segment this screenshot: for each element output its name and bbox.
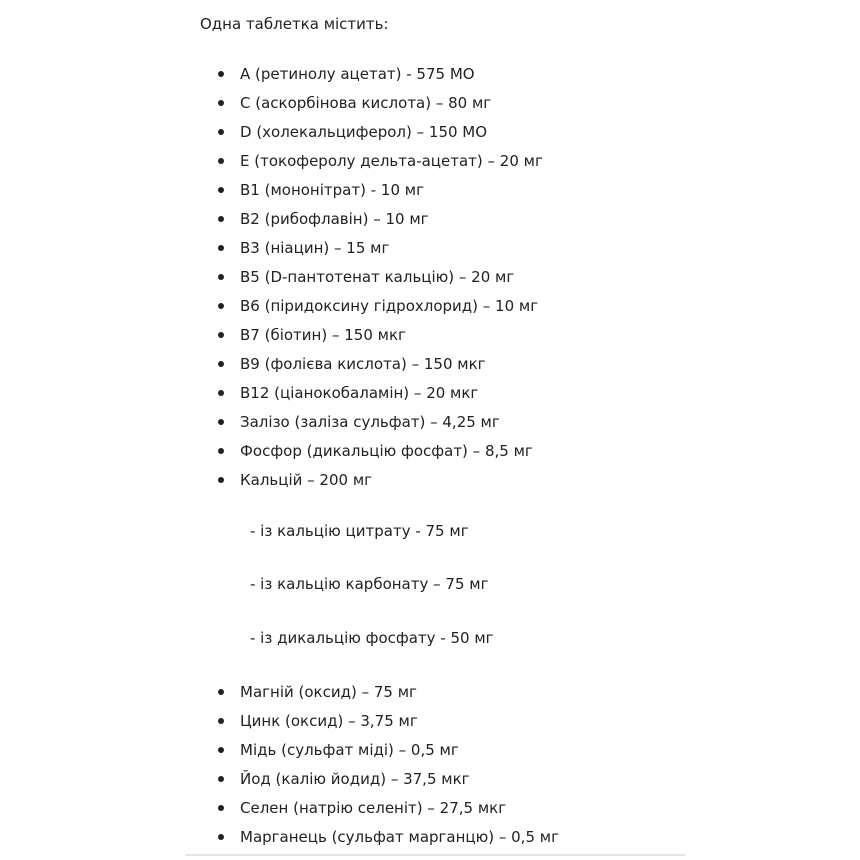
list-item-text: B6 (піридоксину гідрохлорид) – 10 мг xyxy=(240,297,539,315)
list-item-text: Фосфор (дикальцію фосфат) – 8,5 мг xyxy=(240,442,533,460)
bullet-icon xyxy=(218,100,224,106)
bullet-icon xyxy=(218,477,224,483)
list-item-text: D (холекальциферол) – 150 МО xyxy=(240,123,488,141)
ingredient-list xyxy=(0,60,543,495)
bullet-icon xyxy=(218,158,224,164)
list-item xyxy=(0,736,559,765)
list-item xyxy=(0,794,559,823)
bullet-icon xyxy=(218,332,224,338)
list-item-text: Залізо (заліза сульфат) – 4,25 мг xyxy=(240,413,500,431)
list-item xyxy=(0,379,543,408)
bullet-icon xyxy=(218,805,224,811)
list-item xyxy=(0,176,543,205)
bullet-icon xyxy=(218,834,224,840)
list-item xyxy=(0,350,543,379)
bullet-icon xyxy=(218,689,224,695)
list-item xyxy=(0,234,543,263)
bullet-icon xyxy=(218,718,224,724)
list-item-text: Селен (натрію селеніт) – 27,5 мкг xyxy=(240,799,507,817)
list-item-text: Йод (калію йодид) – 37,5 мкг xyxy=(240,770,470,788)
bullet-icon xyxy=(218,187,224,193)
bullet-icon xyxy=(218,361,224,367)
list-item-text: E (токоферолу дельта-ацетат) – 20 мг xyxy=(240,152,543,170)
list-item xyxy=(0,147,543,176)
list-item-text: A (ретинолу ацетат) - 575 МО xyxy=(240,65,475,83)
bullet-icon xyxy=(218,216,224,222)
list-item xyxy=(0,765,559,794)
calcium-source-carbonate: - із кальцію карбонату – 75 мг xyxy=(250,575,489,593)
bullet-icon xyxy=(218,303,224,309)
list-item-text: Цинк (оксид) – 3,75 мг xyxy=(240,712,418,730)
bullet-icon xyxy=(218,274,224,280)
list-item-text: B2 (рибофлавін) – 10 мг xyxy=(240,210,429,228)
bullet-icon xyxy=(218,71,224,77)
list-item-text: B5 (D-пантотенат кальцію) – 20 мг xyxy=(240,268,515,286)
list-item xyxy=(0,118,543,147)
list-item xyxy=(0,437,543,466)
list-item-text: B12 (ціанокобаламін) – 20 мкг xyxy=(240,384,479,402)
list-item xyxy=(0,321,543,350)
bottom-divider xyxy=(185,854,685,856)
list-item xyxy=(0,678,559,707)
list-item-text: Магній (оксид) – 75 мг xyxy=(240,683,417,701)
list-item xyxy=(0,292,543,321)
intro-heading: Одна таблетка містить: xyxy=(200,15,389,33)
list-item-text: B3 (ніацин) – 15 мг xyxy=(240,239,390,257)
list-item xyxy=(0,466,543,495)
list-item xyxy=(0,263,543,292)
list-item-text: B7 (біотин) – 150 мкг xyxy=(240,326,406,344)
list-item-text: B1 (мононітрат) - 10 мг xyxy=(240,181,424,199)
bullet-icon xyxy=(218,448,224,454)
list-item xyxy=(0,408,543,437)
calcium-source-phosphate: - із дикальцію фосфату - 50 мг xyxy=(250,629,494,647)
calcium-source-citrate: - із кальцію цитрату - 75 мг xyxy=(250,522,469,540)
list-item xyxy=(0,60,543,89)
bullet-icon xyxy=(218,776,224,782)
bullet-icon xyxy=(218,245,224,251)
bullet-icon xyxy=(218,129,224,135)
bullet-icon xyxy=(218,419,224,425)
list-item xyxy=(0,205,543,234)
list-item-text: Мідь (сульфат міді) – 0,5 мг xyxy=(240,741,459,759)
list-item xyxy=(0,707,559,736)
bullet-icon xyxy=(218,747,224,753)
list-item xyxy=(0,823,559,852)
list-item-text: Кальцій – 200 мг xyxy=(240,471,373,489)
list-item-text: Марганець (сульфат марганцю) – 0,5 мг xyxy=(240,828,559,846)
list-item xyxy=(0,89,543,118)
list-item-text: B9 (фолієва кислота) – 150 мкг xyxy=(240,355,486,373)
list-item-text: C (аскорбінова кислота) – 80 мг xyxy=(240,94,492,112)
bullet-icon xyxy=(218,390,224,396)
mineral-list xyxy=(0,678,559,852)
